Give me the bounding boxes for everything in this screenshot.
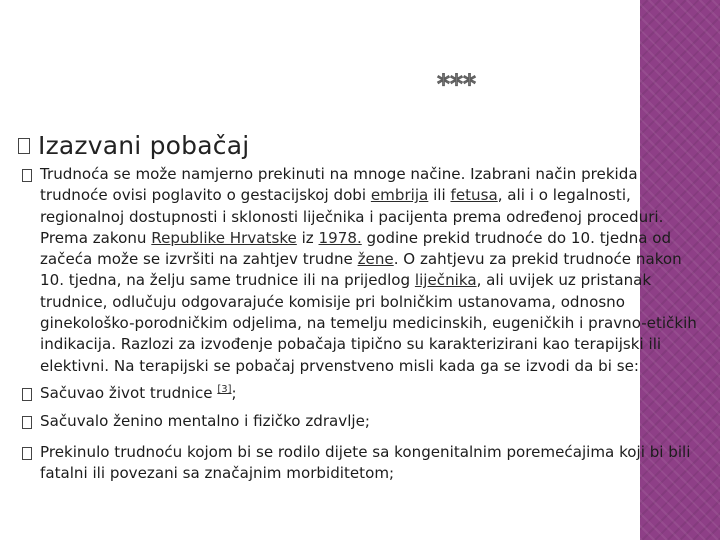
link-zene[interactable]: žene (357, 250, 394, 269)
item3-text: Prekinulo trudnoću kojom bi se rodilo dijete sa kongenitalnim poremećajima koji bi bili fatalni ili povezani sa značajnim morbiditetom; (40, 442, 691, 482)
text-segment: ; (231, 383, 237, 402)
heading-text: Izazvani pobačaj (38, 131, 250, 160)
link-embrija[interactable]: embrija (370, 186, 429, 205)
item2-text: Sačuvalo ženino mentalno i fizičko zdravlje; (40, 412, 370, 431)
intro-paragraph (40, 164, 708, 377)
text-segment: . O zahtjevu za prekid trudnoće nakon 10. tjedna, na želju same trudnice ili na prijedlog (40, 250, 682, 290)
text-segment: Trudnoća se može namjerno prekinuti na mnoge načine. Izabrani način prekida trudnoće ovisi poglavito o gestacijskoj dobi (40, 165, 638, 205)
bullet-icon (22, 169, 32, 182)
bullet-icon (22, 388, 32, 401)
list-item-1 (22, 383, 708, 404)
link-lijecnika[interactable]: liječnika (414, 271, 477, 290)
text-segment: Sačuvao život trudnice (40, 383, 218, 402)
bullet-list (22, 164, 708, 484)
decorative-stars: *** (437, 70, 476, 100)
bullet-icon (22, 416, 32, 429)
item1-text (40, 383, 708, 404)
reference-link[interactable]: [3] (217, 383, 232, 395)
list-item-3 (22, 442, 708, 485)
slide-heading (18, 131, 249, 161)
link-1978[interactable]: 1978. (318, 228, 362, 247)
link-republike-hrvatske[interactable]: Republike Hrvatske (151, 228, 297, 247)
text-segment: iz (296, 228, 319, 247)
link-fetusa[interactable]: fetusa (450, 186, 498, 205)
text-segment: , ali i o legalnosti, regionalnoj dostupnosti i sklonosti liječnika i pacijenta prema određenoj proceduri. Prema zakonu (40, 186, 664, 247)
list-item-2 (22, 411, 708, 432)
text-segment: , ali uvijek uz pristanak trudnice, odlučuju odgovarajuće komisije pri bolničkim ustanovama, odnosno ginekološko-porodničkim odjelima, na temelju medicinskih, eugeničkih i pravno-etičkih indikacija. Razlozi za izvođenje pobačaja tipično su karakterizirani kao terapijski ili elektivni. Na terapijski se pobačaj prvenstveno misli kada ga se izvodi da bi se: (40, 271, 697, 375)
text-segment: ili (428, 186, 451, 205)
text-segment: godine prekid trudnoće do 10. tjedna od začeća može se izvršiti na zahtjev trudne (40, 228, 672, 269)
bullet-icon (22, 447, 32, 460)
heading-bullet-icon (18, 138, 30, 154)
list-item-intro (22, 164, 708, 377)
